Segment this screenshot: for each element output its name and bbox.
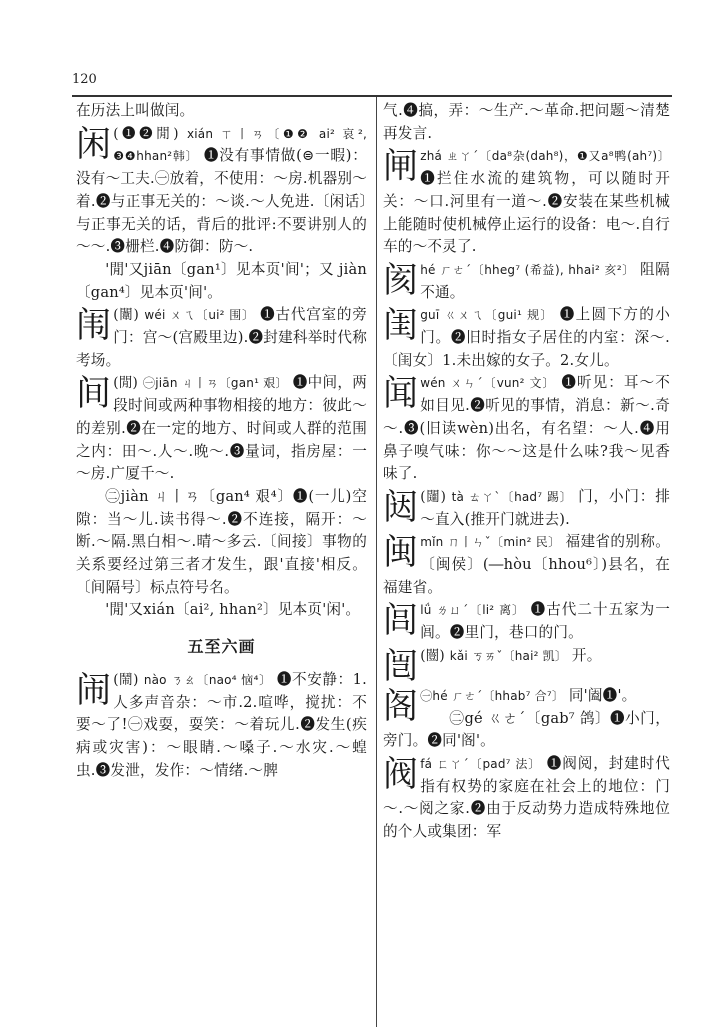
- pronunciation-ge: ㊀hé ㄏㄜˊ〔hhab⁷ 合⁷〕: [420, 688, 565, 703]
- headword-ta: 闼: [383, 487, 419, 528]
- definition-gui: ❶上圆下方的小门。❷旧时指女子居住的内室：深～.〔闺女〕1.未出嫁的女子。2.女儿。: [383, 306, 670, 369]
- pronunciation-fa: fá ㄈㄚˊ〔pad⁷ 法〕: [420, 756, 542, 771]
- headword-kai: 闿: [383, 646, 419, 687]
- pronunciation-lv: lǘ ㄌㄩˊ〔li² 离〕: [420, 603, 526, 618]
- entry-zha: [383, 145, 670, 259]
- pronunciation-min: mǐn ㄇ丨ㄣˇ〔min² 民〕: [420, 535, 561, 550]
- pronunciation-wei: wéi ㄨㄟ〔ui² 围〕: [144, 308, 255, 323]
- headword-wei: 闱: [76, 306, 112, 347]
- definition-xian: ❶没有事情做(⊜一暇)：没有～工夫.㊀放着，不使用：～房.机器别～着.❷与正事无关的：～谈.～人免进.〔闲话〕与正事无关的话，背后的批评:不要讲别人的～～.❸栅栏.❹防御：防～.: [76, 147, 367, 256]
- definition-wen: ❶听见：耳～不如目见.❷听见的事情，消息：新～.奇～.❸(旧读wèn)出名，有名望：～人.❹用鼻子嗅气味：你～～这是什么味?我～见香味了.: [383, 374, 671, 483]
- variant-kai: (闓): [420, 647, 445, 664]
- pronunciation-he: hé ㄏㄜˊ〔hheg⁷ (希益), hhai² 亥²〕: [420, 262, 635, 277]
- entry-wen: [383, 372, 670, 486]
- definition-jian: ❶中间，两段时间或两种事物相接的地方：彼此～的差别.❷在一定的地方、时间或人群的范围之内：田～.人～.晚～.❸量词，指房屋：一～房.广厦千～.: [76, 374, 368, 483]
- definition-nao: ❶不安静：1.人多声音杂：～市.2.喧哗，搅扰：不要～了!㊀戏耍，耍笑：～着玩儿.❷发生(疾病或灾害)：～眼睛.～嗓子.～水灾.～蝗虫.❸发泄，发作：～情绪.～脾: [76, 670, 368, 779]
- entry-jian: [76, 372, 367, 622]
- entry-nao: [76, 669, 367, 783]
- variant-xian: (❶❷閒): [113, 125, 179, 142]
- entry-he: [383, 259, 670, 304]
- header-rule: [72, 95, 672, 97]
- headword-he: 阂: [383, 260, 419, 301]
- entry-min: [383, 531, 670, 599]
- variant-wei: (闈): [113, 307, 139, 324]
- entry-wei: [76, 304, 367, 372]
- headword-jian: 间: [76, 374, 112, 415]
- pronunciation-xian: xián ㄒ丨ㄢ〔❶❷ ai² 哀², ❸❹hhan²韩〕: [113, 126, 367, 164]
- section-title: 五至六画: [187, 637, 256, 657]
- second-reading-jian: ㊁jiàn ㄐ丨ㄢ〔gan⁴ 艰⁴〕❶(一儿)空隙：当～儿.读书得～.❷不连接，隔开：～断.～隔.黑白相～.晴～多云.〔间接〕事物的关系要经过第三者才发生，跟'直接'相反。〔间隔号〕标点符号名。: [76, 487, 367, 596]
- variant-ta: (闥): [420, 488, 447, 505]
- headword-nao: 闹: [76, 670, 112, 711]
- headword-ge: 阁: [383, 686, 419, 727]
- left-column: [76, 100, 367, 782]
- definition-min: 福建省的别称。〔闽侯〕(―hòu〔hhou⁶〕)县名，在福建省。: [383, 533, 670, 596]
- entry-ge: [383, 685, 670, 753]
- definition-lv: ❶古代二十五家为一闾。❷里门，巷口的门。: [420, 601, 671, 642]
- definition-he: 阻隔不通。: [420, 260, 670, 301]
- pronunciation-jian: ㊀jiān ㄐ丨ㄢ〔gan¹ 艰〕: [142, 376, 288, 391]
- entry-fa: [383, 753, 670, 844]
- pronunciation-ta: tà ㄊㄚˋ〔had⁷ 踢〕: [451, 489, 573, 504]
- definition-zha: ❶拦住水流的建筑物，可以随时开关：～口.河里有一道～.❷安装在某些机械上能随时使机械停止运行的设备：电～.自行车的～不灵了.: [383, 170, 670, 256]
- entry-ta: [383, 486, 670, 531]
- entry-continuation-right: 气.❹搞，弄：～生产.～革命.把问题～清楚再发言.: [383, 102, 670, 142]
- second-reading-ge: ㊁gé ㄍㄜˊ〔gab⁷ 鸽〕❶小门，旁门。❷同'阁'。: [383, 709, 670, 750]
- definition-ta: 门，小门：排～直入(推开门就进去).: [420, 487, 671, 528]
- headword-lv: 闾: [383, 601, 419, 642]
- variant-nao: (鬧): [113, 671, 139, 688]
- variant-jian: (閒): [113, 375, 139, 392]
- definition-ge: 同'阖❶'。: [568, 686, 637, 704]
- entry-lv: [383, 599, 670, 644]
- entry-kai: [383, 645, 670, 685]
- definition-fa: ❶阀阅，封建时代指有权势的家庭在社会上的地位：门～.～阅之家.❷由于反动势力造成特殊地位的个人或集团：军: [383, 754, 670, 841]
- definition-wei: ❶古代宫室的旁门：宫～(宫殿里边).❷封建科举时代称考场。: [76, 306, 368, 369]
- pronunciation-wen: wén ㄨㄣˊ〔vun² 文〕: [420, 376, 556, 391]
- pronunciation-kai: kǎi ㄎㄞˇ〔hai² 凯〕: [449, 648, 568, 663]
- entry-xian: [76, 123, 367, 305]
- headword-gui: 闺: [383, 306, 419, 347]
- headword-fa: 阀: [383, 754, 419, 795]
- headword-zha: 闸: [383, 147, 419, 188]
- page-number: 120: [72, 72, 97, 87]
- headword-wen: 闻: [383, 374, 419, 415]
- note-xian: '閒'又jiān〔gan¹〕见本页'间'；又 jiàn〔gan⁴〕见本页'间'。: [76, 260, 367, 301]
- pronunciation-gui: guī ㄍㄨㄟ〔gui¹ 规〕: [420, 308, 554, 323]
- entry-gui: [383, 304, 670, 372]
- note-jian: '閒'又xián〔ai², hhan²〕见本页'闲'。: [105, 601, 361, 619]
- entry-continuation: 在历法上叫做闰。: [76, 102, 195, 119]
- column-divider: [376, 97, 377, 1027]
- headword-xian: 闲: [76, 124, 112, 165]
- definition-kai: 开。: [571, 646, 602, 664]
- headword-min: 闽: [383, 533, 419, 574]
- right-column: [383, 100, 670, 844]
- pronunciation-zha: zhá ㄓㄚˊ〔da⁸杂(dah⁸)，❶又a⁸鸭(ah⁷)〕: [420, 149, 670, 164]
- pronunciation-nao: nào ㄋㄠ〔nao⁴ 恼⁴〕: [143, 672, 272, 687]
